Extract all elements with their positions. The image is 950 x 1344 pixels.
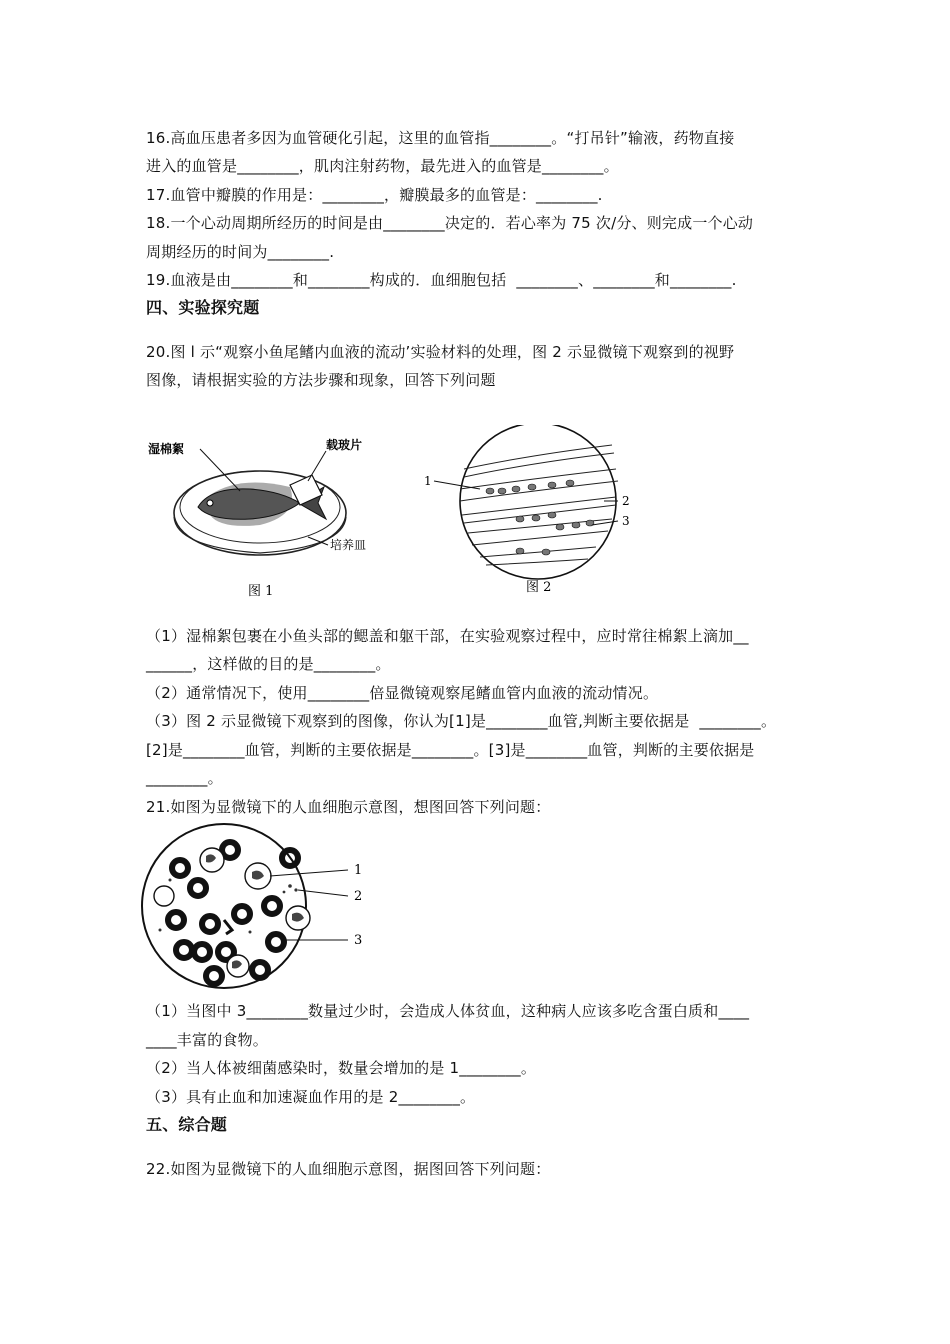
fig2-caption: 图 2 bbox=[526, 580, 552, 595]
question-22: 22.如图为显微镜下的人血细胞示意图，据图回答下列问题： bbox=[146, 1160, 551, 1178]
question-19: 19.血液是由________和________构成的．血细胞包括 ________、________和________. bbox=[146, 271, 737, 289]
question-16-line1: 16.高血压患者多因为血管硬化引起，这里的血管指________。“打吊针”输液，药物直接 bbox=[146, 129, 735, 147]
figure-3-blood-cells bbox=[140, 820, 380, 1000]
question-21: 21.如图为显微镜下的人血细胞示意图，想图回答下列问题： bbox=[146, 798, 551, 816]
question-21-part2: （2）当人体被细菌感染时，数量会增加的是 1________。 bbox=[146, 1059, 537, 1077]
question-20-part3-line1: （3）图 2 示显微镜下观察到的图像，你认为[1]是________血管,判断主要依据是 ________。 bbox=[146, 712, 777, 730]
fig1-cotton-label: 湿棉絮 bbox=[148, 442, 185, 456]
fig3-label-1: 1 bbox=[354, 863, 363, 878]
fig2-label-2: 2 bbox=[622, 494, 630, 508]
figure-1-fish-dish bbox=[140, 425, 390, 605]
fig2-label-3: 3 bbox=[622, 514, 630, 528]
question-20-line1: 20.图 l 示“观察小鱼尾鳍内血液的流动’实验材料的处理，图 2 示显微镜下观察到的视野 bbox=[146, 343, 735, 361]
fig1-slide-label: 载玻片 bbox=[326, 438, 363, 452]
figure-2-vessel-view bbox=[420, 425, 650, 600]
question-20-part3-line2: [2]是________血管，判断的主要依据是________。[3]是________血管，判断的主要依据是 bbox=[146, 741, 755, 759]
section-heading-comprehensive: 五、综合题 bbox=[146, 1115, 228, 1134]
section-heading-experiment: 四、实验探究题 bbox=[146, 298, 260, 317]
question-17: 17.血管中瓣膜的作用是：________，瓣膜最多的血管是：________. bbox=[146, 186, 603, 204]
question-20-part1-line1: （1）湿棉絮包裹在小鱼头部的鳃盖和躯干部，在实验观察过程中，应时常往棉絮上滴加__ bbox=[146, 627, 749, 645]
question-21-part3: （3）具有止血和加速凝血作用的是 2________。 bbox=[146, 1088, 476, 1106]
question-20-part2: （2）通常情况下，使用________倍显微镜观察尾鳍血管内血液的流动情况。 bbox=[146, 684, 659, 702]
fig2-label-1: 1 bbox=[424, 474, 432, 488]
fig3-label-3: 3 bbox=[354, 933, 363, 948]
question-21-part1-line1: （1）当图中 3________数量过少时，会造成人体贫血，这种病人应该多吃含蛋白质和____ bbox=[146, 1002, 750, 1020]
question-18-line1: 18.一个心动周期所经历的时间是由________决定的．若心率为 75 次/分、则完成一个心动 bbox=[146, 214, 754, 232]
fig3-label-2: 2 bbox=[354, 889, 363, 904]
fig1-dish-label: 培养皿 bbox=[330, 538, 367, 552]
fig1-caption: 图 1 bbox=[248, 584, 274, 599]
question-20-part3-line3: ________。 bbox=[146, 769, 223, 787]
question-16-line2: 进入的血管是________，肌肉注射药物，最先进入的血管是________。 bbox=[146, 157, 619, 175]
question-20-line2: 图像，请根据实验的方法步骤和现象，回答下列问题 bbox=[146, 371, 496, 389]
question-21-part1-line2: ____丰富的食物。 bbox=[146, 1031, 269, 1049]
question-18-line2: 周期经历的时间为________. bbox=[146, 243, 335, 261]
question-20-part1-line2: ______，这样做的目的是________。 bbox=[146, 655, 391, 673]
